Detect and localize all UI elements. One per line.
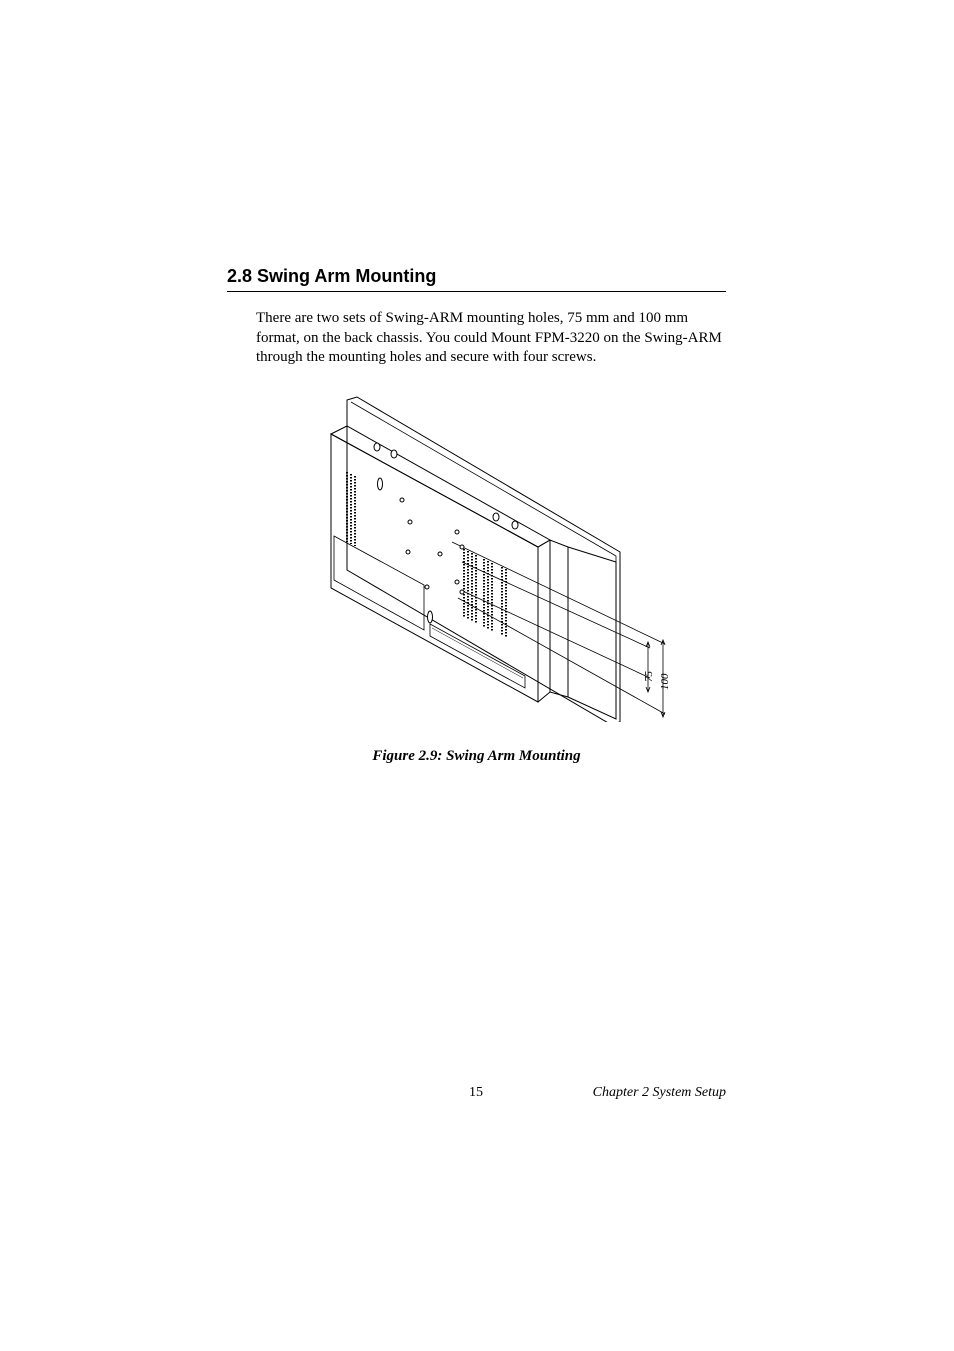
mount-hole xyxy=(406,550,410,554)
figure-caption: Figure 2.9: Swing Arm Mounting xyxy=(372,748,581,764)
keyhole-slot xyxy=(374,443,380,451)
chapter-label: Chapter 2 System Setup xyxy=(592,1085,726,1100)
mount-hole xyxy=(460,590,464,594)
keyhole-slot xyxy=(428,611,433,623)
body-paragraph: There are two sets of Swing-ARM mounting holes, 75 mm and 100 mm format, on the back chassis. You could Mount FPM-3220 on the Swing-ARM through the mounting holes and secure with four screws. xyxy=(256,310,722,365)
dimension-label-75: 75 xyxy=(643,671,655,682)
vent-grille-left xyxy=(347,472,355,546)
keyhole-slot xyxy=(493,513,499,521)
mount-hole xyxy=(460,545,464,549)
section-heading: 2.8 Swing Arm Mounting xyxy=(227,264,726,292)
page-number: 15 xyxy=(469,1085,483,1100)
keyhole-slot xyxy=(512,521,518,529)
dimension-line-75 xyxy=(462,562,650,692)
mount-hole xyxy=(425,585,429,589)
mount-hole xyxy=(455,580,459,584)
keyhole-slot xyxy=(391,450,397,458)
slot-bar xyxy=(430,624,525,688)
keyhole-slot xyxy=(378,478,383,490)
mount-hole xyxy=(400,498,404,502)
swing-arm-figure xyxy=(320,392,680,722)
vent-grille-center xyxy=(464,549,476,623)
mount-hole xyxy=(408,520,412,524)
mount-hole xyxy=(455,530,459,534)
vent-grille-right xyxy=(484,559,506,637)
dimension-label-100: 100 xyxy=(659,673,671,690)
swing-arm-diagram xyxy=(320,392,680,722)
mount-hole xyxy=(438,552,442,556)
